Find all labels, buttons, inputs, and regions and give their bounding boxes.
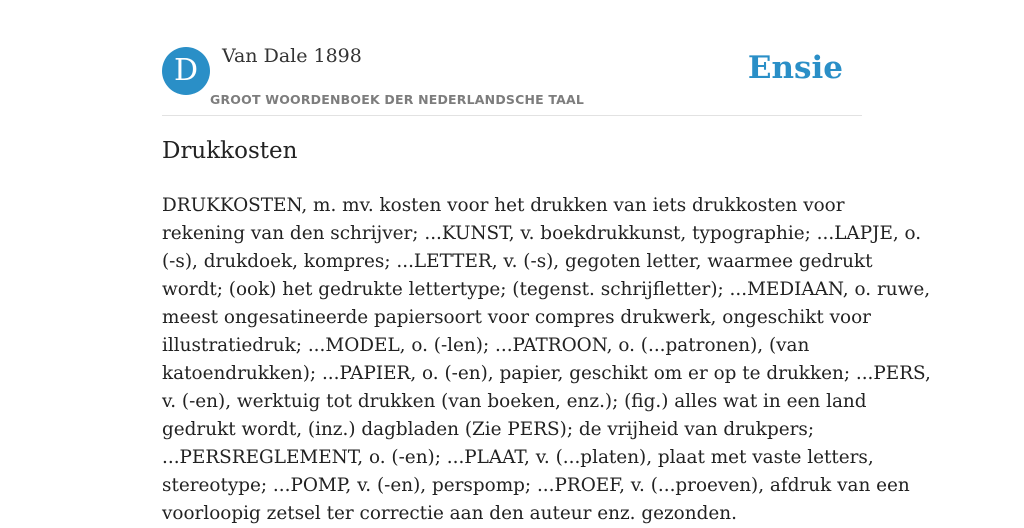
definition-line: ...PERSREGLEMENT, o. (-en); ...PLAAT, v. (...platen), plaat met vaste letters, <box>162 447 874 468</box>
dictionary-title[interactable]: Van Dale 1898 <box>222 45 362 67</box>
definition-line: meest ongesatineerde papiersoort voor compres drukwerk, ongeschikt voor <box>162 307 871 328</box>
definition-line: katoendrukken); ...PAPIER, o. (-en), papier, geschikt om er op te drukken; ...PERS, <box>162 363 931 384</box>
entry-definition <box>162 192 931 528</box>
definition-line: illustratiedruk; ...MODEL, o. (-len); ...PATROON, o. (...patronen), (van <box>162 335 810 356</box>
dictionary-subtitle: GROOT WOORDENBOEK DER NEDERLANDSCHE TAAL <box>210 92 585 107</box>
entry-title: Drukkosten <box>162 138 298 164</box>
brand-logo[interactable]: Ensie <box>747 50 843 86</box>
definition-line: DRUKKOSTEN, m. mv. kosten voor het drukken van iets drukkosten voor <box>162 195 845 216</box>
dictionary-logo[interactable]: D <box>162 47 210 95</box>
definition-line: wordt; (ook) het gedrukte lettertype; (tegenst. schrijfletter); ...MEDIAAN, o. ruwe, <box>162 279 931 300</box>
definition-line: v. (-en), werktuig tot drukken (van boeken, enz.); (fig.) alles wat in een land <box>162 391 867 412</box>
definition-line: rekening van den schrijver; ...KUNST, v. boekdrukkunst, typographie; ...LAPJE, o. <box>162 223 922 244</box>
definition-line: stereotype; ...POMP, v. (-en), perspomp; ...PROEF, v. (...proeven), afdruk van een <box>162 475 910 496</box>
definition-line: voorloopig zetsel ter correctie aan den auteur enz. gezonden. <box>162 503 737 524</box>
header-divider <box>162 115 862 116</box>
definition-line: (-s), drukdoek, kompres; ...LETTER, v. (-s), gegoten letter, waarmee gedrukt <box>162 251 873 272</box>
definition-line: gedrukt wordt, (inz.) dagbladen (Zie PERS); de vrijheid van drukpers; <box>162 419 815 440</box>
